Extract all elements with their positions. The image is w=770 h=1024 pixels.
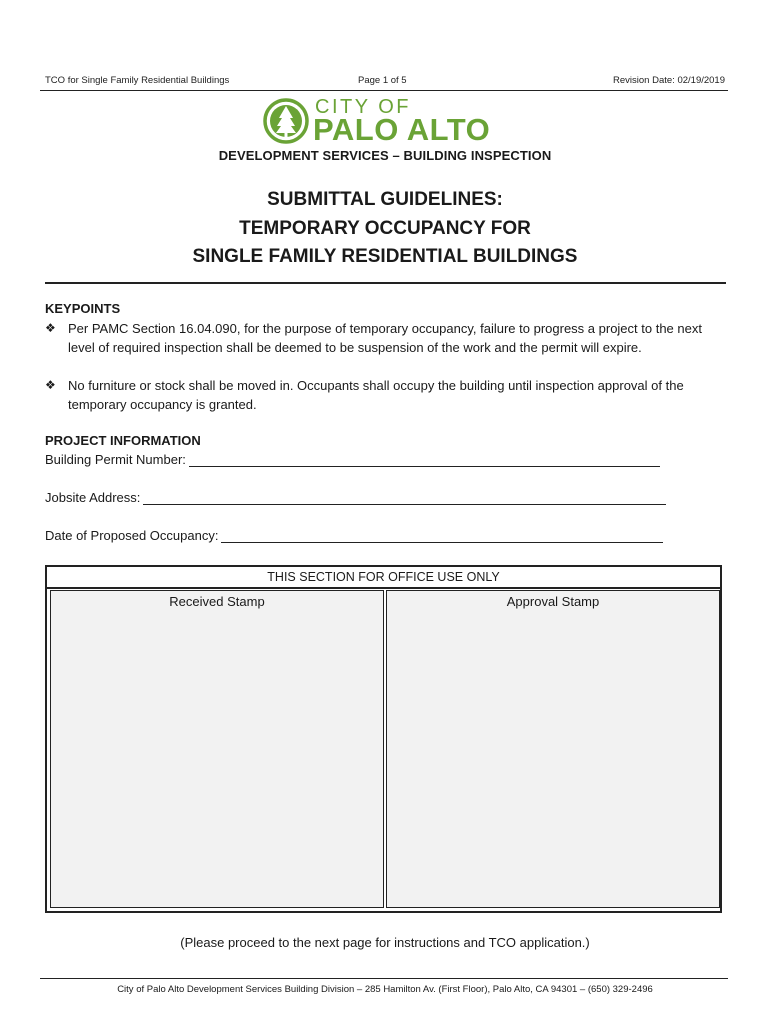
title-line-2: TEMPORARY OCCUPANCY FOR bbox=[239, 217, 531, 239]
header-divider bbox=[40, 90, 728, 91]
logo-city-of: CITY OF bbox=[315, 96, 412, 118]
building-permit-number-field[interactable] bbox=[45, 452, 660, 467]
diamond-bullet-icon: ❖ bbox=[45, 378, 56, 392]
keypoints-heading: KEYPOINTS bbox=[45, 301, 121, 316]
keypoint-text: No furniture or stock shall be moved in. Occupants shall occupy the building until inspection approval of the temporary occupancy is granted. bbox=[68, 378, 684, 412]
jobsite-address-input[interactable] bbox=[143, 492, 666, 505]
received-stamp-label: Received Stamp bbox=[169, 594, 265, 609]
keypoint-text: Per PAMC Section 16.04.090, for the purpose of temporary occupancy, failure to progress a project to the next level of required inspection shall be deemed to be suspension of the work and the permit will expire. bbox=[68, 321, 702, 355]
logo-palo-alto: PALO ALTO bbox=[313, 112, 491, 147]
field-label: Jobsite Address: bbox=[45, 490, 141, 505]
proposed-occupancy-date-field[interactable] bbox=[45, 528, 663, 543]
city-logo bbox=[263, 96, 513, 146]
received-stamp-box bbox=[50, 590, 384, 908]
title-line-3: SINGLE FAMILY RESIDENTIAL BUILDINGS bbox=[192, 246, 578, 267]
title-divider bbox=[45, 282, 726, 284]
header-revision-date: Revision Date: 02/19/2019 bbox=[613, 75, 725, 86]
proposed-occupancy-date-input[interactable] bbox=[221, 530, 663, 543]
tree-emblem-icon bbox=[263, 98, 309, 144]
title-line-1: SUBMITTAL GUIDELINES: bbox=[267, 189, 503, 210]
document-title bbox=[0, 186, 770, 272]
header-page-number: Page 1 of 5 bbox=[358, 75, 407, 86]
department-heading: DEVELOPMENT SERVICES – BUILDING INSPECTION bbox=[218, 148, 552, 163]
proceed-note: (Please proceed to the next page for instructions and TCO application.) bbox=[180, 935, 590, 950]
keypoint-item bbox=[45, 319, 725, 357]
field-label: Building Permit Number: bbox=[45, 452, 186, 467]
field-label: Date of Proposed Occupancy: bbox=[45, 528, 219, 543]
jobsite-address-field[interactable] bbox=[45, 490, 666, 505]
approval-stamp-box bbox=[386, 590, 720, 908]
footer-divider bbox=[40, 978, 728, 979]
building-permit-number-input[interactable] bbox=[189, 454, 660, 467]
approval-stamp-label: Approval Stamp bbox=[506, 594, 600, 609]
footer-address: City of Palo Alto Development Services Building Division – 285 Hamilton Av. (First Floor), Palo Alto, CA 94301 – (650) 329-2496 bbox=[117, 984, 653, 995]
header-doc-title: TCO for Single Family Residential Buildings bbox=[45, 75, 230, 86]
diamond-bullet-icon: ❖ bbox=[45, 321, 56, 335]
office-use-heading: THIS SECTION FOR OFFICE USE ONLY bbox=[47, 567, 720, 589]
keypoint-item bbox=[45, 376, 725, 414]
office-use-section bbox=[45, 565, 722, 913]
project-info-heading: PROJECT INFORMATION bbox=[45, 433, 201, 448]
